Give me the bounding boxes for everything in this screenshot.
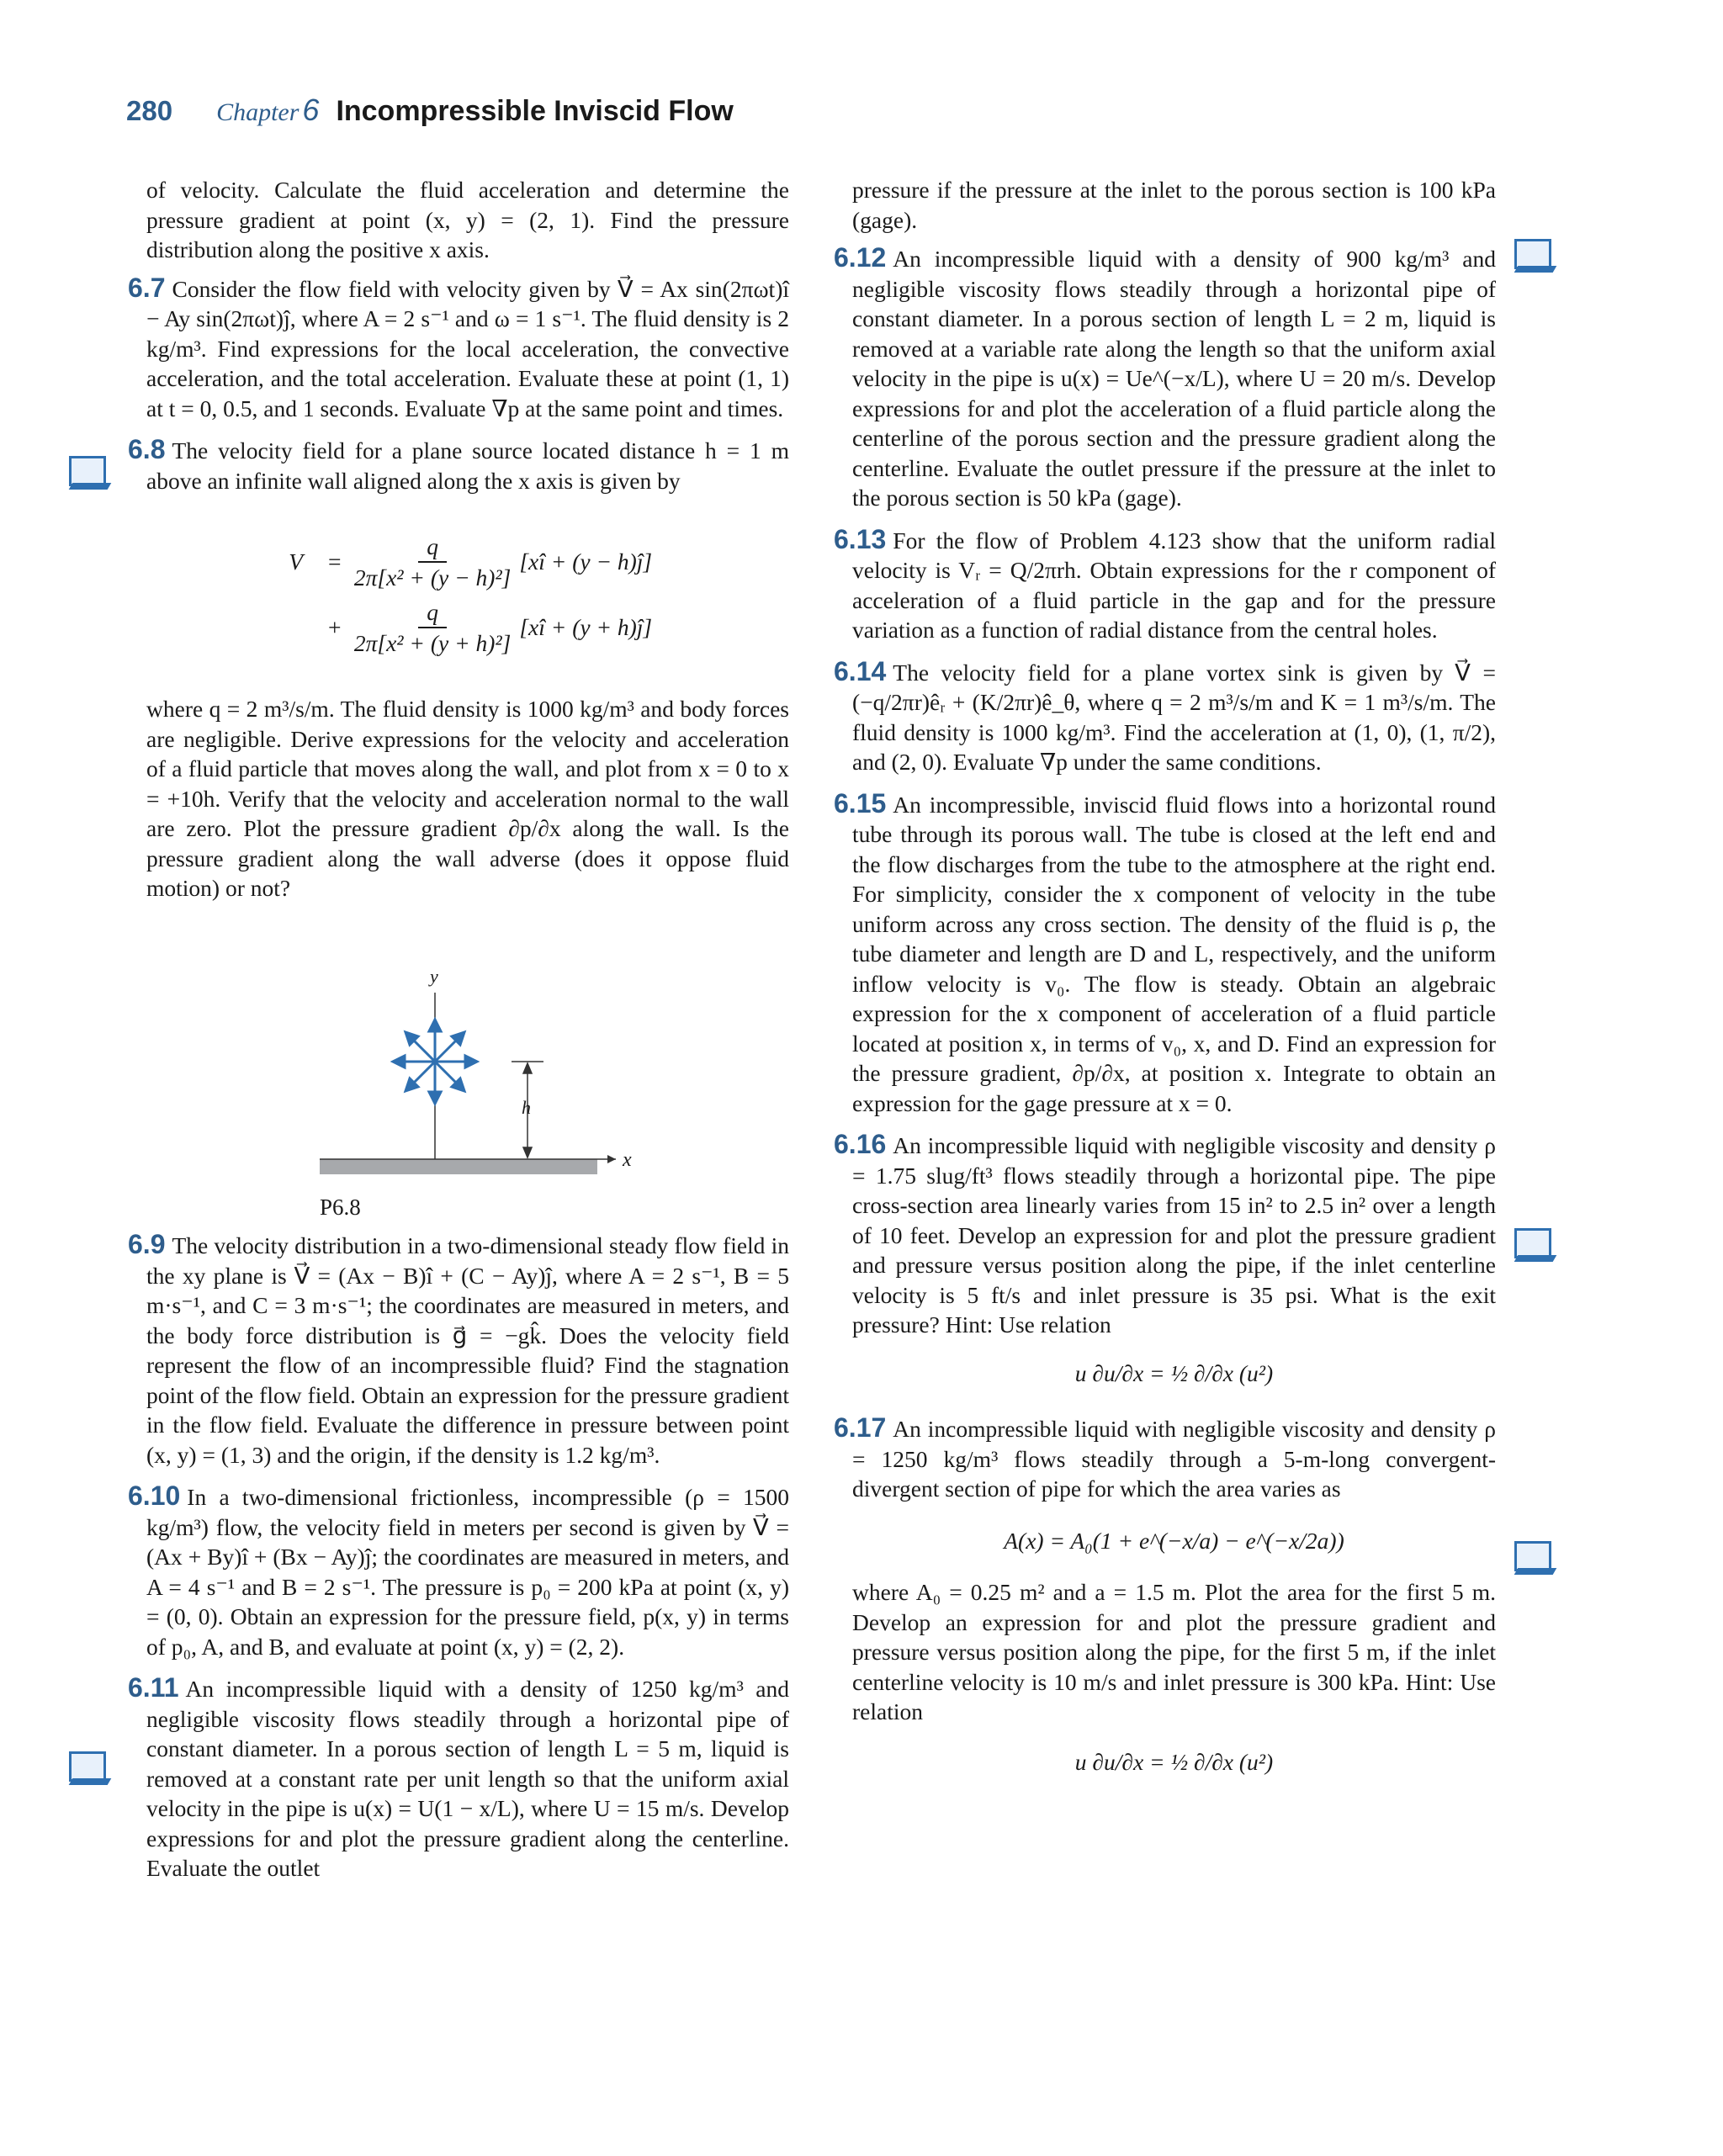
problem-text: An incompressible, inviscid fluid flows into a horizontal round tube through its porous wall. The tube is closed at the left end and the flow discharges from the tube to the atmosphere at the right end. For simplicity, consider the x component of velocity in the tube uniform across any cross section. The density of the fluid is ρ, the tube diameter and length are D and L, respectively, and the uniform inflow velocity is v₀. The flow is steady. Obtain an algebraic expression for the x component of acceleration of a fluid particle located at position x, in terms of v₀, x, and D. Find an expression for the pressure gradient, ∂p/∂x, at position x. Integrate to obtain an expression for the gage pressure at x = 0. (852, 791, 1496, 1116)
problem-number: 6.13 (834, 523, 887, 554)
problem-number: 6.14 (834, 655, 887, 686)
cd-rom-icon (1514, 1539, 1556, 1576)
problem-number: 6.12 (834, 242, 887, 273)
chapter-title: Incompressible Inviscid Flow (336, 95, 734, 127)
equation-line-2 (146, 595, 789, 660)
problem-number: 6.8 (128, 434, 166, 464)
problem-number: 6.15 (834, 787, 887, 818)
problem-text: An incompressible liquid with negligible viscosity and density ρ = 1250 kg/m³ flows steadily through a 5-m-long convergent-divergent section of pipe for which the area varies as (852, 1416, 1496, 1502)
problem-6-16 (834, 1129, 1496, 1388)
eq-rhs: [xî + (y − h)ĵ] (519, 548, 653, 575)
cd-rom-icon (69, 1750, 111, 1787)
problem-text: The velocity distribution in a two-dimensional steady flow field in the xy plane is V⃗ = (Ax − B)î + (C − Ay)ĵ, where A = 2 s⁻¹, B = 5 m·s⁻¹, and C = 3 m·s⁻¹; the coordinates are measured in meters, and the body force distribution is g⃗ = −gk̂. Does the velocity field represent the flow of an incompressible fluid? Find the stagnation point of the flow field. Obtain an expression for the pressure gradient in the flow field. Evaluate the difference in pressure between point (x, y) = (1, 3) and the origin, if the density is 1.2 kg/m³. (146, 1232, 789, 1468)
left-column (128, 175, 789, 915)
problem-text-continued: where q = 2 m³/s/m. The fluid density is 1000 kg/m³ and body forces are negligible. Derive expressions for the velocity and acceleration of a fluid particle that moves along the wall, and plot from x = 0 to x = +10h. Verify that the velocity and acceleration normal to the wall are zero. Plot the pressure gradient ∂p/∂x along the wall. Is the pressure gradient along the wall adverse (does it oppose fluid motion) or not? (146, 696, 789, 901)
problem-6-10 (128, 1481, 789, 1661)
cd-rom-icon (69, 454, 111, 491)
problem-text: An incompressible liquid with a density of 900 kg/m³ and negligible viscosity flows steadily through a horizontal pipe of constant diameter. In a porous section of length L = 2 m, liquid is removed at a variable rate along the length so that the uniform axial velocity in the pipe is u(x) = Ue^(−x/L), where U = 20 m/s. Develop expressions for and plot the acceleration of a fluid particle along the centerline of the porous section and the pressure gradient along the centerline. Evaluate the outlet pressure if the pressure at the inlet to the porous section is 50 kPa (gage). (852, 246, 1496, 511)
source-arrows (393, 1020, 477, 1104)
problem-text-continued: where A₀ = 0.25 m² and a = 1.5 m. Plot the area for the first 5 m. Develop an expression for and plot the pressure gradient and pressure versus position along the pipe, for the first 5 m, if the inlet centerline velocity is 10 m/s and inlet pressure is 300 kPa. Hint: Use relation (852, 1579, 1496, 1724)
problem-number: 6.10 (128, 1481, 181, 1511)
equation-velocity-source (146, 529, 789, 660)
cd-rom-icon (1514, 237, 1556, 274)
continued-text-right: pressure if the pressure at the inlet to the porous section is 100 kPa (gage). (852, 177, 1496, 233)
problem-number: 6.17 (834, 1412, 887, 1443)
eq-numerator: q (418, 532, 447, 564)
problem-6-11 (128, 1672, 789, 1883)
problem-6-12 (834, 242, 1496, 513)
chapter-word: Chapter (216, 98, 300, 126)
problem-6-9 (128, 1229, 789, 1470)
problem-text: An incompressible liquid with negligible viscosity and density ρ = 1.75 slug/ft³ flows steadily through a horizontal pipe. The pipe cross-section area linearly varies from 15 in² to 2.5 in² over a length of 10 feet. Develop an expression for and plot the pressure gradient and pressure versus position along the pipe, if the inlet centerline velocity is 5 ft/s and inlet pressure is 35 psi. What is the exit pressure? Hint: Use relation (852, 1132, 1496, 1338)
problem-text: An incompressible liquid with a density of 1250 kg/m³ and negligible viscosity flows steadily through a horizontal pipe of constant diameter. In a porous section of length L = 5 m, liquid is removed at a constant rate per unit length so that the uniform axial velocity in the pipe is u(x) = U(1 − x/L), where U = 15 m/s. Develop expressions for and plot the pressure gradient along the centerline. Evaluate the outlet (146, 1676, 789, 1881)
problem-6-15 (834, 787, 1496, 1119)
problem-6-17 (834, 1412, 1496, 1777)
height-label: h (522, 1097, 531, 1118)
wall-surface (320, 1159, 597, 1174)
eq-denominator: 2π[x² + (y − h)²] (353, 564, 512, 591)
eq-denominator: 2π[x² + (y + h)²] (353, 630, 512, 656)
right-column (834, 175, 1496, 1788)
page-number: 280 (126, 95, 173, 126)
problem-text: The velocity field for a plane vortex sink is given by V⃗ = (−q/2πr)êᵣ + (K/2πr)ê_θ, where q = 2 m³/s/m and K = 1 m³/s/m. The fluid density is 1000 kg/m³. Find the acceleration at (1, 0), (1, π/2), and (2, 0). Evaluate ∇p under the same conditions. (852, 659, 1496, 775)
problem-number: 6.11 (128, 1672, 179, 1703)
eq-lhs: V⃗ = (289, 548, 342, 575)
y-axis-label: y (430, 966, 438, 987)
figure-p6-8 (311, 959, 648, 1228)
equation-hint: u ∂u/∂x = ½ ∂/∂x (u²) (1074, 1359, 1274, 1386)
problem-number: 6.16 (834, 1129, 887, 1159)
problem-number: 6.9 (128, 1229, 166, 1259)
problem-number: 6.7 (128, 272, 166, 303)
figure-caption: P6.8 (320, 1195, 361, 1220)
chapter-number: 6 (302, 93, 320, 127)
problem-6-14 (834, 655, 1496, 777)
equation-area: A(x) = A₀(1 + e^(−x/a) − e^(−x/2a)) (1004, 1527, 1344, 1554)
cd-rom-icon (1514, 1226, 1556, 1263)
equation-hint: u ∂u/∂x = ½ ∂/∂x (u²) (1074, 1748, 1274, 1775)
eq-lhs: + (326, 614, 342, 641)
x-axis-label: x (623, 1149, 632, 1171)
eq-rhs: [xî + (y + h)ĵ] (519, 614, 653, 641)
problem-6-13 (834, 523, 1496, 645)
eq-numerator: q (418, 597, 447, 629)
page-header (126, 93, 734, 143)
problem-text: The velocity field for a plane source located distance h = 1 m above an infinite wall aligned along the x axis is given by (146, 437, 789, 494)
x-axis-arrow (607, 1155, 616, 1163)
problem-6-8 (128, 434, 789, 903)
problem-text: Consider the flow field with velocity given by V⃗ = Ax sin(2πωt)î − Ay sin(2πωt)ĵ, where A = 2 s⁻¹ and ω = 1 s⁻¹. The fluid density is 2 kg/m³. Find expressions for the local acceleration, the convective acceleration, and the total acceleration. Evaluate these at point (1, 1) at t = 0, 0.5, and 1 seconds. Evaluate ∇p at the same point and times. (146, 275, 789, 421)
problem-text: For the flow of Problem 4.123 show that the uniform radial velocity is Vᵣ = Q/2πrh. Obtain expressions for the r component of acceleration of a fluid particle in the gap and for the pressure variation as a function of radial distance from the central holes. (852, 527, 1496, 643)
problem-6-7 (128, 272, 789, 424)
left-column-lower (128, 1229, 789, 1895)
equation-line-1 (146, 529, 789, 595)
continued-text-left: of velocity. Calculate the fluid acceleration and determine the pressure gradient at point (x, y) = (2, 1). Find the pressure distribution along the positive x axis. (146, 177, 789, 262)
problem-text: In a two-dimensional frictionless, incompressible (ρ = 1500 kg/m³) flow, the velocity field in meters per second is given by V⃗ = (Ax + By)î + (Bx − Ay)ĵ; the coordinates are measured in meters, and A = 4 s⁻¹ and B = 2 s⁻¹. The pressure is p₀ = 200 kPa at point (x, y) = (0, 0). Obtain an expression for the pressure field, p(x, y) in terms of p₀, A, and B, and evaluate at point (x, y) = (2, 2). (146, 1484, 789, 1660)
